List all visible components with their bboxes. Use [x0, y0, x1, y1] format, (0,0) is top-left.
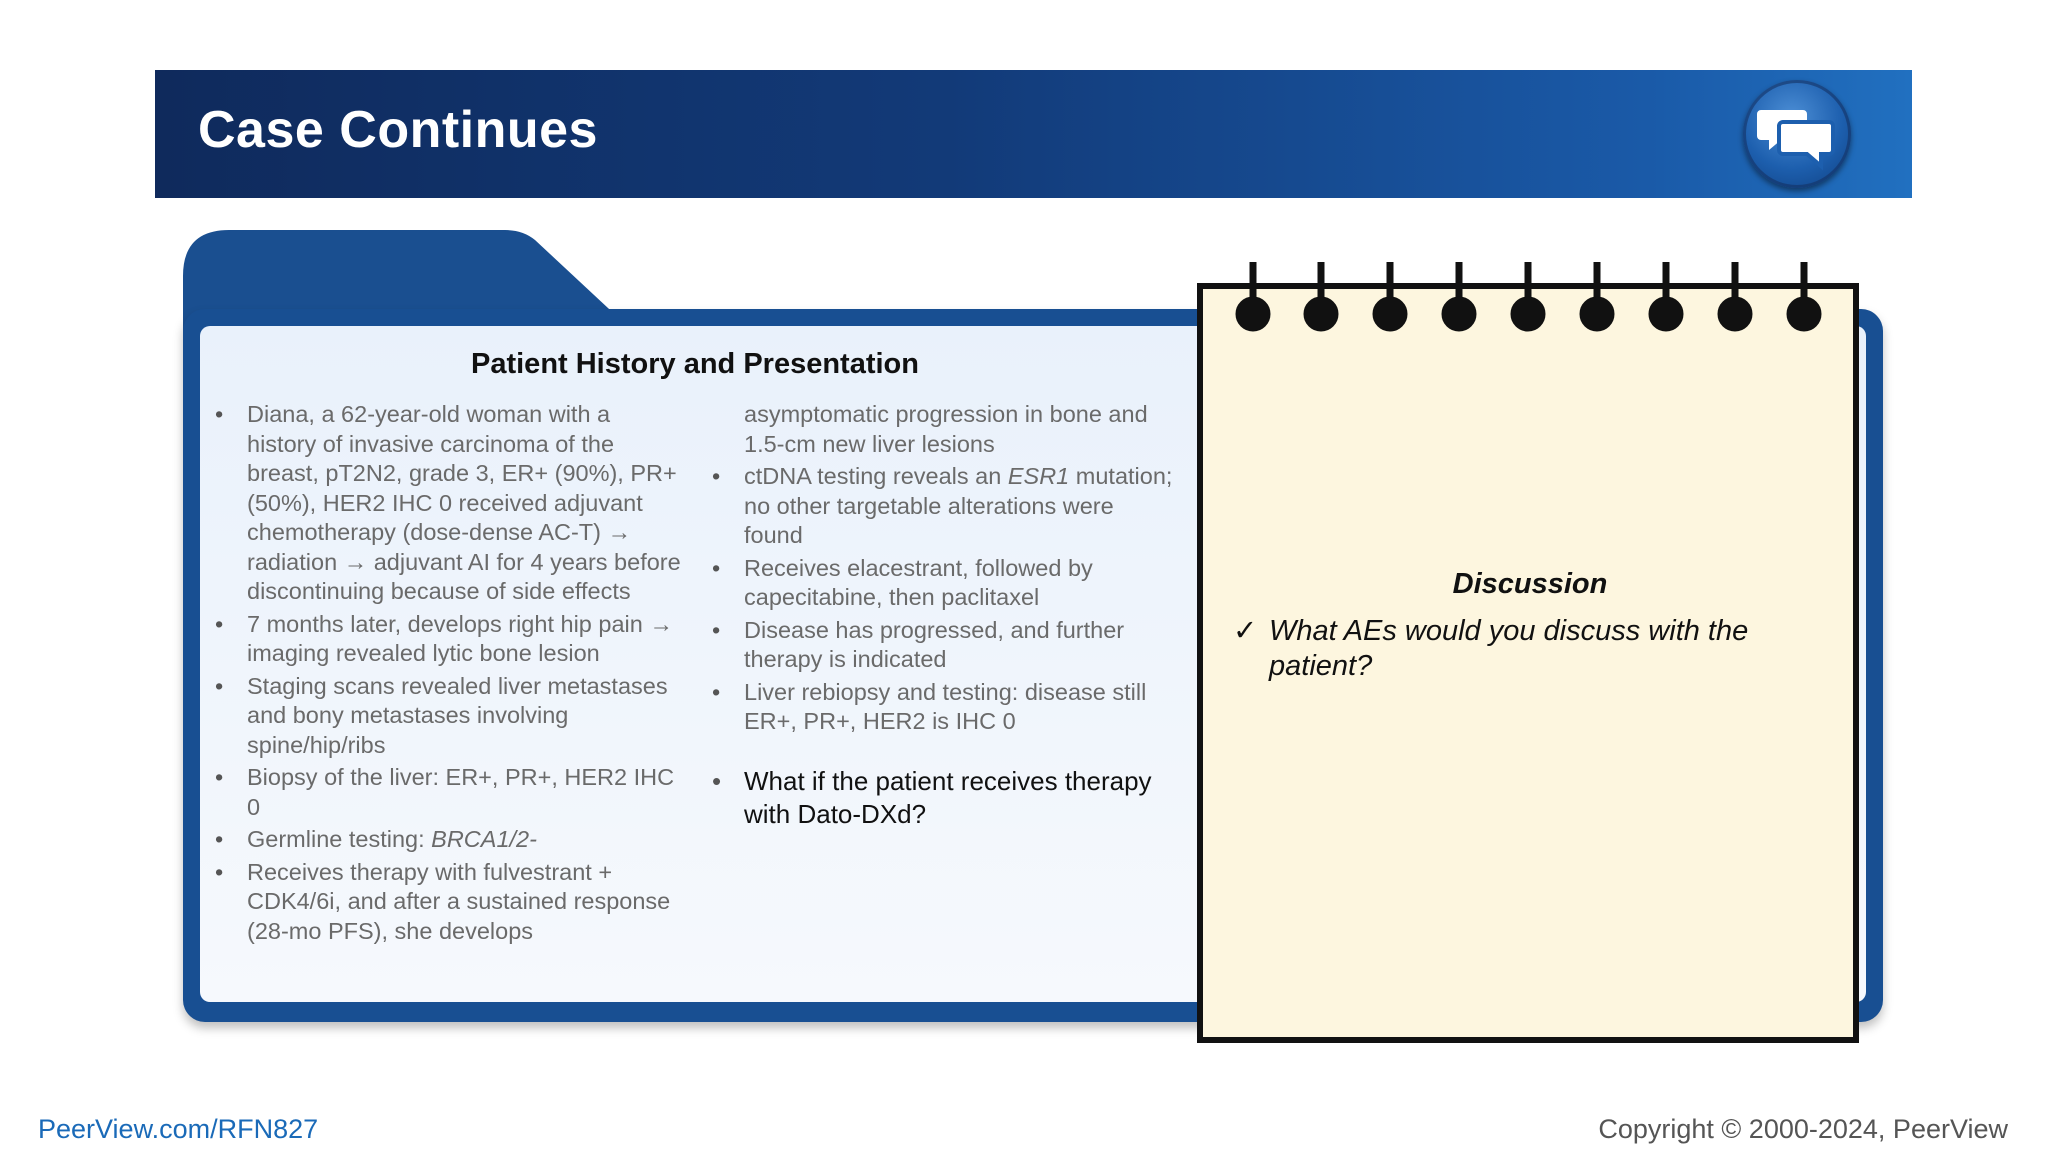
list-item: • Disease has progressed, and further therapy is indicated: [712, 616, 1125, 672]
peerview-link[interactable]: PeerView.com/RFN827: [38, 1114, 319, 1144]
list-item: • Staging scans revealed liver metastases and bony metastases involving spine/hip/ribs: [215, 672, 668, 758]
discussion-title: Discussion: [1452, 568, 1608, 600]
slide-title: Case Continues: [198, 101, 598, 159]
history-list-left: [215, 400, 685, 949]
list-item: • Biopsy of the liver: ER+, PR+, HER2 IHC 0: [215, 764, 675, 820]
list-item: • 7 months later, develops right hip pain → imaging revealed lytic bone lesion: [215, 610, 673, 666]
list-item: • Receives therapy with fulvestrant + CDK4/6i, and after a sustained response (28-mo PFS), she develops: [215, 858, 671, 944]
list-item: • Liver rebiopsy and testing: disease still ER+, PR+, HER2 is IHC 0: [712, 678, 1147, 734]
list-item: • Diana, a 62-year-old woman with a history of invasive carcinoma of the breast, pT2N2, grade 3, ER+ (90%), PR+ (50%), HER2 IHC 0 received adjuvant chemotherapy (dose-dense AC-T) → radiation → adjuvant AI for 4 years before discontinuing because of side effects: [215, 401, 681, 604]
title-bar: [155, 70, 1912, 198]
history-list-right: [712, 400, 1177, 834]
spiral-binding: [1197, 262, 1859, 334]
chat-bubbles-icon: [1743, 80, 1851, 188]
checkmark-icon: ✓: [1233, 615, 1258, 647]
list-item: • Receives elacestrant, followed by capecitabine, then paclitaxel: [712, 554, 1093, 610]
panel-title: Patient History and Presentation: [471, 348, 919, 380]
list-item: • Germline testing: BRCA1/2-: [215, 826, 537, 852]
copyright-text: Copyright © 2000-2024, PeerView: [1598, 1114, 2008, 1144]
list-item: • ctDNA testing reveals an ESR1 mutation; no other targetable alterations were found: [712, 463, 1173, 548]
case-question: • What if the patient receives therapy with Dato-DXd?: [712, 765, 1152, 829]
discussion-question: ✓ What AEs would you discuss with the patient?: [1233, 615, 1749, 682]
list-item-continuation: asymptomatic progression in bone and 1.5-cm new liver lesions: [744, 401, 1148, 457]
